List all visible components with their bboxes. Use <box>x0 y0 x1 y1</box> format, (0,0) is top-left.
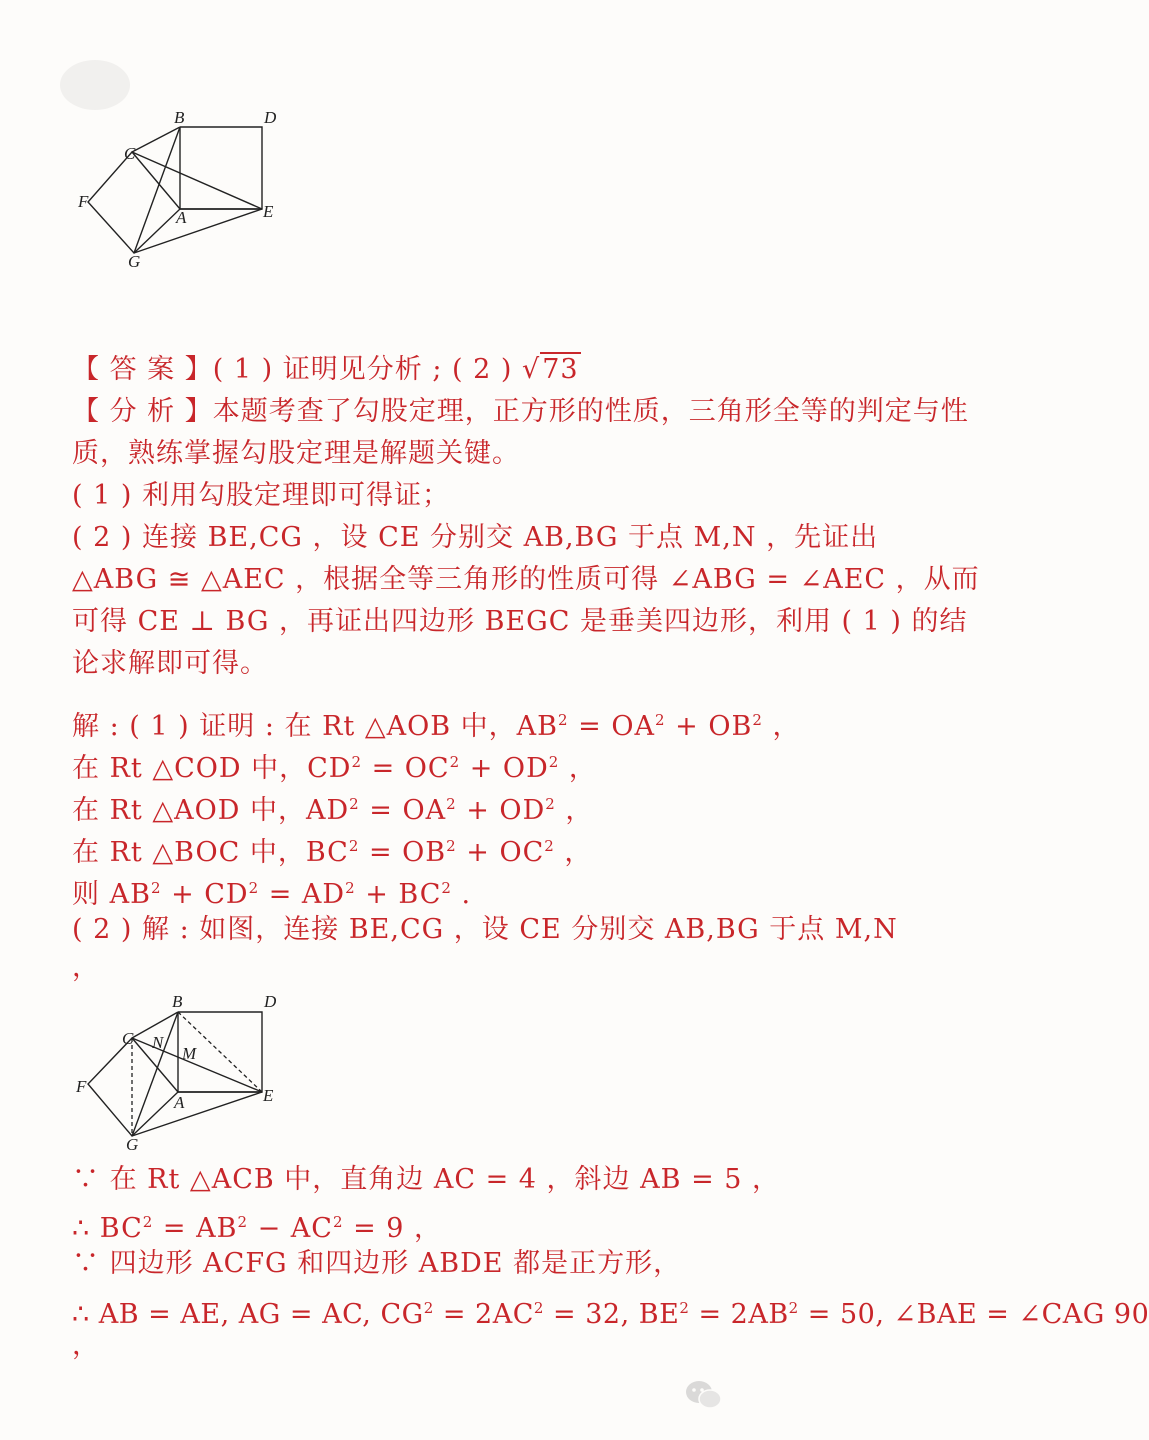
part2-line-3: ∵ 四边形 ACFG 和四边形 ABDE 都是正方形， <box>72 1248 682 1279</box>
sqrt-sign: √ <box>522 354 541 385</box>
part2-line-2 <box>72 1204 442 1247</box>
eq-text: + BC <box>355 879 442 910</box>
label-G: G <box>128 252 141 271</box>
superscript: 2 <box>237 1213 248 1231</box>
superscript: 2 <box>679 1299 690 1317</box>
solution-line-1 <box>72 702 800 745</box>
label-D: D <box>264 992 277 1011</box>
superscript: 2 <box>548 753 560 771</box>
superscript: 2 <box>332 1213 344 1231</box>
solution-line-2 <box>72 744 597 787</box>
part2-line-5: ， <box>72 1330 100 1361</box>
part2-line-1: ∵ 在 Rt △ACB 中，直角边 AC = 4 ，斜边 AB = 5 ， <box>72 1164 781 1195</box>
solution-line-3 <box>72 786 593 829</box>
sqrt-expression <box>522 352 581 388</box>
answer-text: ( 1 ) 证明见分析 ; ( 2 ) <box>212 354 522 385</box>
superscript: 2 <box>788 1299 799 1317</box>
superscript: 2 <box>655 711 666 729</box>
geometry-figure-2 <box>70 990 310 1160</box>
sqrt-value: 73 <box>542 354 579 385</box>
eq-text: . <box>451 879 472 910</box>
eq-text: + OD <box>456 795 546 826</box>
analysis-line-7: 论求解即可得。 <box>72 648 268 679</box>
eq-text: = OA <box>568 711 655 742</box>
solution-line-4 <box>72 828 592 871</box>
label-F: F <box>78 192 89 211</box>
label-F: F <box>76 1077 87 1096</box>
superscript: 2 <box>142 1213 154 1231</box>
label-C: C <box>124 144 136 163</box>
eq-text: ， <box>554 837 593 868</box>
eq-text: = 32, BE <box>543 1299 680 1330</box>
superscript: 2 <box>544 837 555 855</box>
analysis-line-2: 质，熟练掌握勾股定理是解题关键。 <box>72 438 520 469</box>
eq-text: = AD <box>259 879 346 910</box>
analysis-line-4: ( 2 ) 连接 BE,CG ，设 CE 分别交 AB,BG 于点 M,N ，先证出 <box>72 522 879 553</box>
label-D: D <box>264 108 277 127</box>
answer-tag: 【 答 案 】 <box>72 354 213 385</box>
label-B: B <box>174 108 185 127</box>
solution-line-6: ( 2 ) 解 : 如图，连接 BE,CG ，设 CE 分别交 AB,BG 于点 M,N <box>72 914 898 945</box>
eq-text: ∴ BC <box>72 1213 143 1244</box>
eq-text: + CD <box>161 879 249 910</box>
eq-text: + OC <box>456 837 545 868</box>
analysis-line-5: △ABG ≅ △AEC ，根据全等三角形的性质可得 ∠ABG = ∠AEC ，从而 <box>72 564 980 595</box>
label-A: A <box>176 208 187 227</box>
eq-text: + OD <box>460 753 549 784</box>
eq-text: = 2AC <box>433 1299 534 1330</box>
geometry-figure-1 <box>70 105 310 275</box>
eq-text: 解 : ( 1 ) 证明 : 在 Rt △AOB 中，AB <box>72 711 559 742</box>
label-M: M <box>182 1044 197 1063</box>
eq-text: − AC <box>248 1213 333 1244</box>
label-B: B <box>172 992 183 1011</box>
superscript: 2 <box>449 753 461 771</box>
solution-line-5 <box>72 870 471 913</box>
label-E: E <box>263 1086 274 1105</box>
solution-line-7: ， <box>72 952 100 983</box>
analysis-line-1: 【 分 析 】本题考查了勾股定理，正方形的性质，三角形全等的判定与性 <box>72 396 969 427</box>
superscript: 2 <box>345 879 356 897</box>
eq-text: = OB <box>359 837 447 868</box>
superscript: 2 <box>423 1299 434 1317</box>
chat-bubble-icon <box>684 1378 724 1412</box>
eq-text: 在 Rt △BOC 中，BC <box>72 837 349 868</box>
superscript: 2 <box>446 795 457 813</box>
eq-text: ， <box>762 711 801 742</box>
superscript: 2 <box>349 795 360 813</box>
eq-text: = 50, ∠BAE = ∠CAG 90 <box>798 1299 1149 1330</box>
superscript: 2 <box>348 837 360 855</box>
eq-text: 在 Rt △AOD 中，AD <box>72 795 350 826</box>
eq-text: = AB <box>153 1213 238 1244</box>
eq-text: ∴ AB = AE, AG = AC, CG <box>72 1299 424 1330</box>
superscript: 2 <box>533 1299 544 1317</box>
eq-text: = OC <box>362 753 450 784</box>
eq-text: = 2AB <box>689 1299 789 1330</box>
label-E: E <box>263 202 274 221</box>
analysis-line-3: ( 1 ) 利用勾股定理即可得证； <box>72 480 450 511</box>
label-N: N <box>152 1033 164 1052</box>
superscript: 2 <box>150 879 162 897</box>
superscript: 2 <box>558 711 569 729</box>
eq-text: = OA <box>359 795 447 826</box>
eq-text: ， <box>559 753 597 784</box>
eq-text: ， <box>555 795 594 826</box>
eq-text: = 9 ， <box>343 1213 443 1244</box>
analysis-line-6: 可得 CE ⊥ BG ，再证出四边形 BEGC 是垂美四边形，利用 ( 1 ) 的结 <box>72 606 968 637</box>
superscript: 2 <box>446 837 457 855</box>
part2-line-4 <box>72 1290 1149 1333</box>
eq-text: + OB <box>665 711 753 742</box>
answer-line <box>72 352 581 388</box>
label-A: A <box>174 1093 185 1112</box>
background-smudge <box>60 60 130 110</box>
eq-text: 则 AB <box>72 879 151 910</box>
label-C: C <box>122 1029 134 1048</box>
label-G: G <box>126 1135 139 1154</box>
superscript: 2 <box>441 879 452 897</box>
superscript: 2 <box>752 711 763 729</box>
superscript: 2 <box>248 879 260 897</box>
eq-text: 在 Rt △COD 中，CD <box>72 753 352 784</box>
superscript: 2 <box>545 795 556 813</box>
superscript: 2 <box>351 753 362 771</box>
